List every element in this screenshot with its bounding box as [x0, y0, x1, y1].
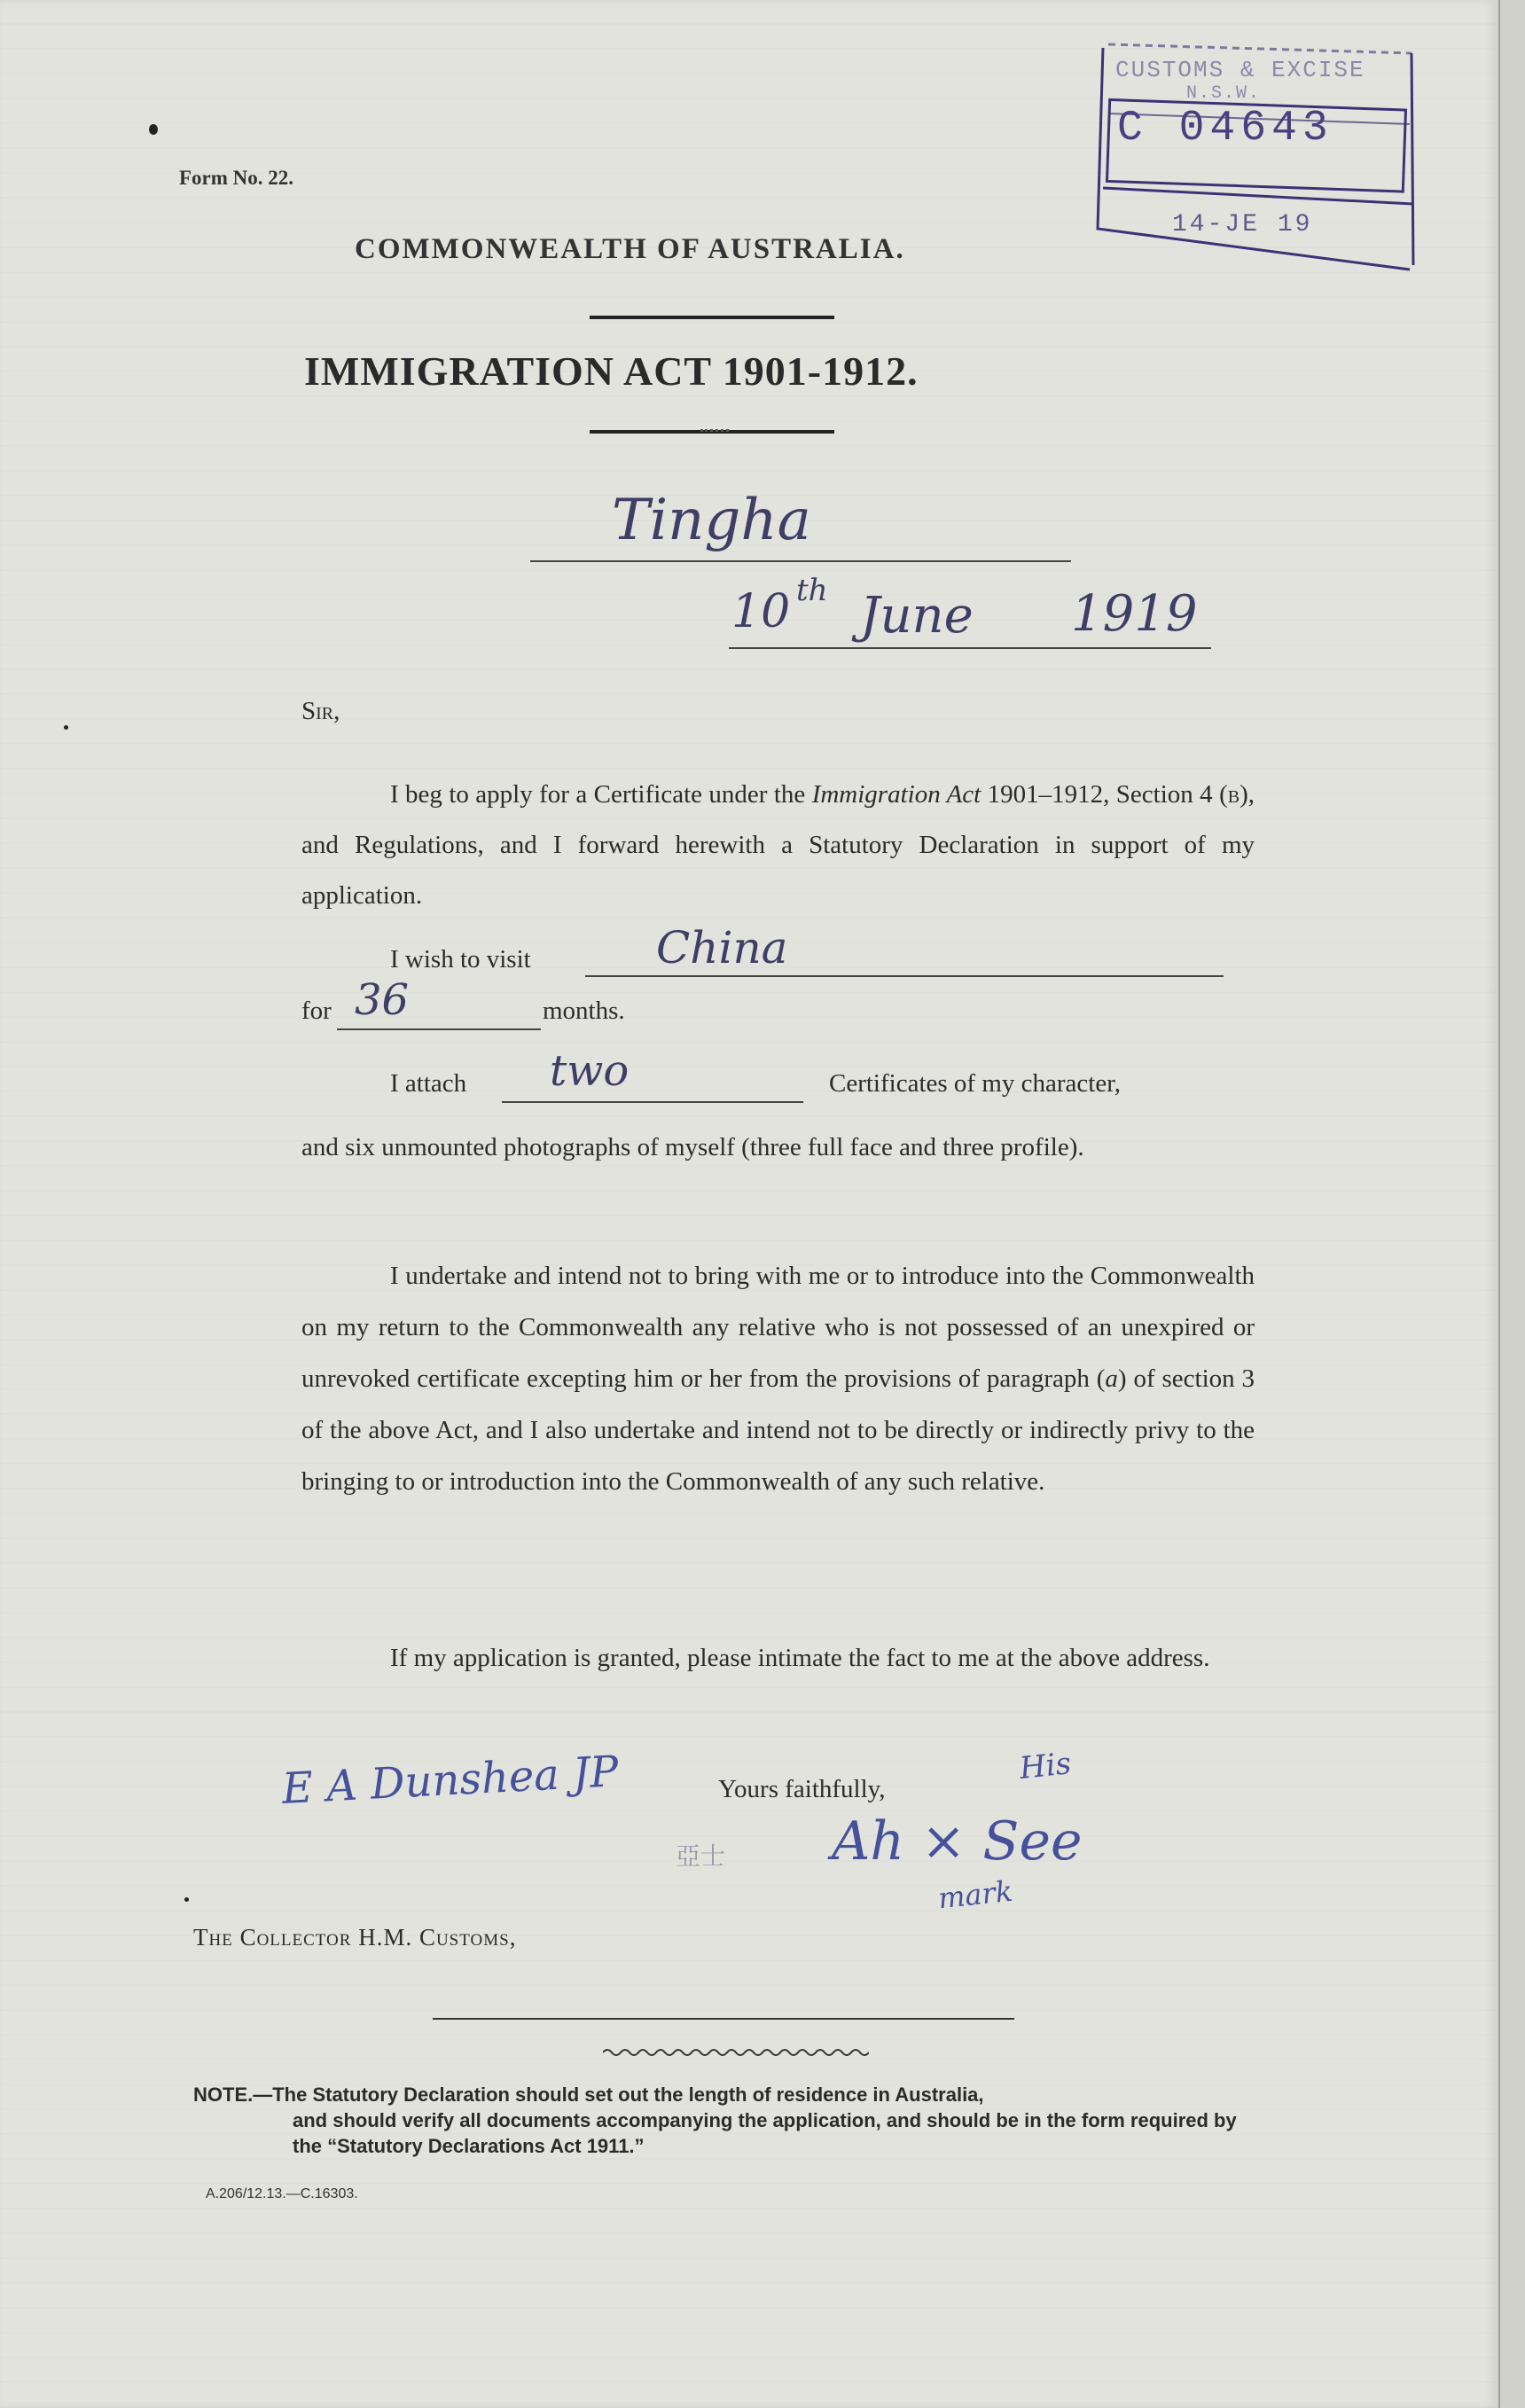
his-annotation: His: [1018, 1746, 1073, 1786]
paragraph-apply-text: I beg to apply for a Certificate under the: [390, 780, 812, 809]
act-title: IMMIGRATION ACT 1901-1912.: [304, 348, 919, 394]
for-line: [337, 1028, 541, 1030]
chinese-signature: 亞士: [676, 1841, 726, 1871]
mark-annotation: mark: [936, 1873, 1014, 1916]
page-edge: [1498, 0, 1525, 2408]
attach-label: I attach: [390, 1069, 467, 1098]
stamp-number: C 04643: [1117, 105, 1333, 152]
paragraph-undertaking-text: I undertake and intend not to bring with me or to introduce into the Commonwealth on my return to the Commonwealth any relative who is not possessed of an unexpired or unrevoked certificate excepting him or her from the provisions of paragraph (: [301, 1262, 1255, 1393]
wavy-divider: [603, 2046, 869, 2059]
note-rest: and should verify all documents accompanying the application, and should be in the form required by the “Statutory Declarations Act 1911.”: [293, 2109, 1237, 2157]
months-label: months.: [543, 997, 625, 1025]
print-code: A.206/12.13.—C.16303.: [206, 2186, 358, 2201]
paragraph-undertaking-text: ) of section 3 of the above Act, and I also undertake and intend not to be directly or indirectly privy to the bringing to or introduction into the Commonwealth of any such relative.: [301, 1364, 1255, 1496]
visit-value: China: [656, 922, 788, 973]
visit-line: [585, 975, 1224, 977]
note-block: [193, 2082, 1266, 2159]
handwritten-date-day: 10: [731, 585, 791, 638]
handwritten-date-suffix: th: [796, 573, 828, 608]
attach-value: two: [550, 1046, 630, 1096]
ink-speck: [184, 1897, 189, 1902]
note-lead: NOTE.—The Statutory Declaration should set out the length of residence in Australia,: [193, 2084, 984, 2106]
paragraph-apply-text: 1901–1912, Section 4 (: [981, 780, 1228, 809]
for-label: for: [301, 997, 332, 1025]
visit-label: I wish to visit: [390, 945, 531, 973]
place-line: [530, 560, 1071, 562]
date-line: [729, 647, 1211, 649]
act-name-italic: Immigration Act: [811, 780, 981, 809]
addressee: The Collector H.M. Customs,: [193, 1924, 517, 1951]
paragraph-letter: a: [1105, 1364, 1118, 1393]
closing: Yours faithfully,: [718, 1775, 886, 1803]
witness-signature: E A Dunshea JP: [280, 1747, 620, 1814]
handwritten-date-month: June: [860, 587, 974, 645]
paragraph-undertaking: [301, 1250, 1255, 1507]
customs-stamp: [1091, 39, 1420, 271]
stamp-top-text: CUSTOMS & EXCISE N.S.W.: [1115, 57, 1365, 104]
country-heading: COMMONWEALTH OF AUSTRALIA.: [355, 233, 905, 265]
divider-rule: [590, 316, 834, 319]
form-number: Form No. 22.: [179, 167, 294, 189]
dotted-mark: [700, 429, 729, 432]
ink-speck: [64, 725, 68, 730]
signer-signature: Ah × See: [832, 1810, 1083, 1872]
paragraph-photographs: and six unmounted photographs of myself (three full face and three profile).: [301, 1133, 1084, 1161]
months-value: 36: [355, 975, 410, 1025]
attach-line: [502, 1101, 803, 1103]
certificates-label: Certificates of my character,: [829, 1069, 1121, 1098]
address-line: [433, 2018, 1014, 2020]
section-letter: b: [1227, 780, 1240, 809]
paragraph-apply: [301, 770, 1255, 921]
paragraph-apply-text: ), and Regulations, and I forward herewith a Statutory Declaration in support of my application.: [301, 780, 1255, 910]
handwritten-place: Tingha: [612, 488, 811, 553]
paragraph-intimate: If my application is granted, please intimate the fact to me at the above address.: [390, 1644, 1210, 1672]
stamp-date: 14-JE 19: [1172, 211, 1313, 238]
ink-speck: [149, 124, 158, 135]
salutation: Sir,: [301, 697, 340, 725]
handwritten-date-year: 1919: [1071, 585, 1198, 643]
